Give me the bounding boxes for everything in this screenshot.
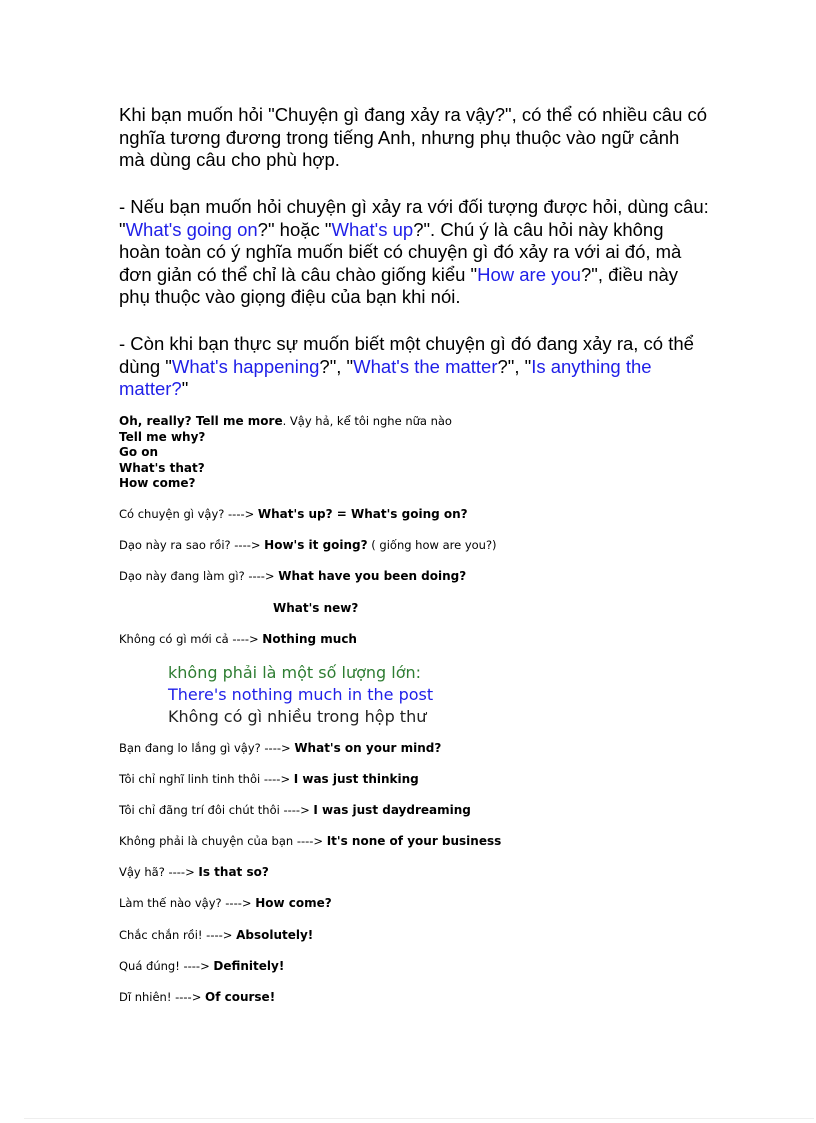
phrase-row-3 <box>119 569 466 585</box>
list-line-4-en: What's that? <box>119 460 205 475</box>
phrase-2-vi: Dạo này ra sao rồi? ----> <box>119 538 265 552</box>
paragraph-whats-happening <box>119 333 709 401</box>
intro-text: Khi bạn muốn hỏi "Chuyện gì đang xảy ra vậy?", có thể có nhiều câu có nghĩa tương đương trong tiếng Anh, nhưng phụ thuộc vào ngữ cảnh mà dùng câu cho phù hợp. <box>119 104 708 170</box>
para1-text-2: ?" hoặc " <box>257 218 332 240</box>
page-bottom-rule <box>24 1118 814 1119</box>
para2-highlight-1: What's happening <box>171 355 320 377</box>
phrase2-row-6 <box>119 896 332 912</box>
phrase2-5-vi: Vậy hã? ----> <box>119 865 199 879</box>
paragraph-whats-going-on <box>119 196 709 309</box>
phrase2-3-en: I was just daydreaming <box>313 803 471 817</box>
para1-highlight-1: What's going on <box>125 218 258 240</box>
para1-text-3: ?". Chú ý là câu hỏi này không hoàn toàn có ý nghĩa muốn biết có chuyện gì đó xảy ra với ai đó, mà đơn giản có thể chỉ là câu chào giống kiểu " <box>119 218 682 285</box>
example-line-3: Không có gì nhiều trong hộp thư <box>168 707 427 726</box>
phrase2-row-3 <box>119 803 471 819</box>
phrase2-8-vi: Quá đúng! ----> <box>119 959 214 973</box>
phrase2-9-en: Of course! <box>205 990 276 1004</box>
para1-highlight-2: What's up <box>331 218 414 240</box>
phrase-row-4 <box>273 601 358 617</box>
phrase-2-en: How's it going? <box>264 538 368 552</box>
phrase2-4-en: It's none of your business <box>326 834 502 848</box>
phrase-2-note: ( giống how are you?) <box>367 538 497 552</box>
list-line-2 <box>119 430 205 446</box>
phrase2-row-1 <box>119 741 441 757</box>
phrase-1-vi: Có chuyện gì vậy? ----> <box>119 507 258 521</box>
phrase2-row-9 <box>119 990 275 1006</box>
list-line-5 <box>119 476 196 492</box>
para2-text-2: ?", " <box>319 355 354 377</box>
example-line-1: không phải là một số lượng lớn: <box>168 663 422 682</box>
phrase2-5-en: Is that so? <box>198 865 269 879</box>
phrase-3-vi: Dạo này đang làm gì? ----> <box>119 569 279 583</box>
para2-text-1: - Còn khi bạn thực sự muốn biết một chuyện gì đó đang xảy ra, có thể dùng " <box>119 333 694 377</box>
list-line-3-en: Go on <box>119 445 159 459</box>
phrase-row-5 <box>119 632 357 648</box>
phrase2-8-en: Definitely! <box>213 959 285 973</box>
phrase2-row-2 <box>119 772 419 788</box>
phrase2-2-en: I was just thinking <box>293 772 419 786</box>
phrase-row-1 <box>119 507 468 523</box>
para1-text-4: ?", điều này phụ thuộc vào giọng điệu của bạn khi nói. <box>119 263 679 307</box>
list-line-1-vi: . Vậy hả, kể tôi nghe nữa nào <box>282 414 452 428</box>
phrase2-1-vi: Bạn đang lo lắng gì vậy? ----> <box>119 741 295 755</box>
list-line-3 <box>119 445 158 461</box>
phrase2-1-en: What's on your mind? <box>294 741 442 755</box>
phrase2-6-vi: Làm thế nào vậy? ----> <box>119 896 256 910</box>
phrase2-row-5 <box>119 865 269 881</box>
phrase-4-en: What's new? <box>273 601 359 615</box>
intro-paragraph <box>119 104 709 172</box>
phrase2-row-7 <box>119 928 313 944</box>
para2-text-4: " <box>181 378 189 399</box>
phrase2-7-vi: Chắc chắn rồi! ----> <box>119 928 237 942</box>
phrase-3-en: What have you been doing? <box>278 569 467 583</box>
list-line-1 <box>119 414 452 430</box>
para2-text-3: ?", " <box>497 355 532 377</box>
phrase-5-vi: Không có gì mới cả ----> <box>119 632 263 646</box>
para2-highlight-2: What's the matter <box>353 355 498 377</box>
phrase2-row-4 <box>119 834 501 850</box>
phrase2-2-vi: Tôi chỉ nghĩ linh tinh thôi ----> <box>119 772 294 786</box>
phrase-row-2 <box>119 538 497 554</box>
para1-highlight-3: How are you <box>477 263 581 285</box>
list-line-2-en: Tell me why? <box>119 429 206 444</box>
phrase-5-en: Nothing much <box>262 632 357 646</box>
example-line-2: There's nothing much in the post <box>168 685 434 704</box>
phrase2-4-vi: Không phải là chuyện của bạn ----> <box>119 834 327 848</box>
phrase2-row-8 <box>119 959 284 975</box>
phrase2-3-vi: Tôi chỉ đãng trí đôi chút thôi ----> <box>119 803 314 817</box>
para2-highlight-3: Is anything the matter? <box>119 355 652 399</box>
list-line-5-en: How come? <box>119 476 196 490</box>
phrase2-6-en: How come? <box>255 896 332 910</box>
list-line-1-en: Oh, really? Tell me more <box>119 414 283 428</box>
phrase2-9-vi: Dĩ nhiên! ----> <box>119 990 205 1004</box>
phrase2-7-en: Absolutely! <box>236 928 314 942</box>
phrase-1-en: What's up? = What's going on? <box>257 507 468 521</box>
para1-text-1: - Nếu bạn muốn hỏi chuyện gì xảy ra với đối tượng được hỏi, dùng câu: " <box>119 196 709 240</box>
list-line-4 <box>119 461 205 477</box>
